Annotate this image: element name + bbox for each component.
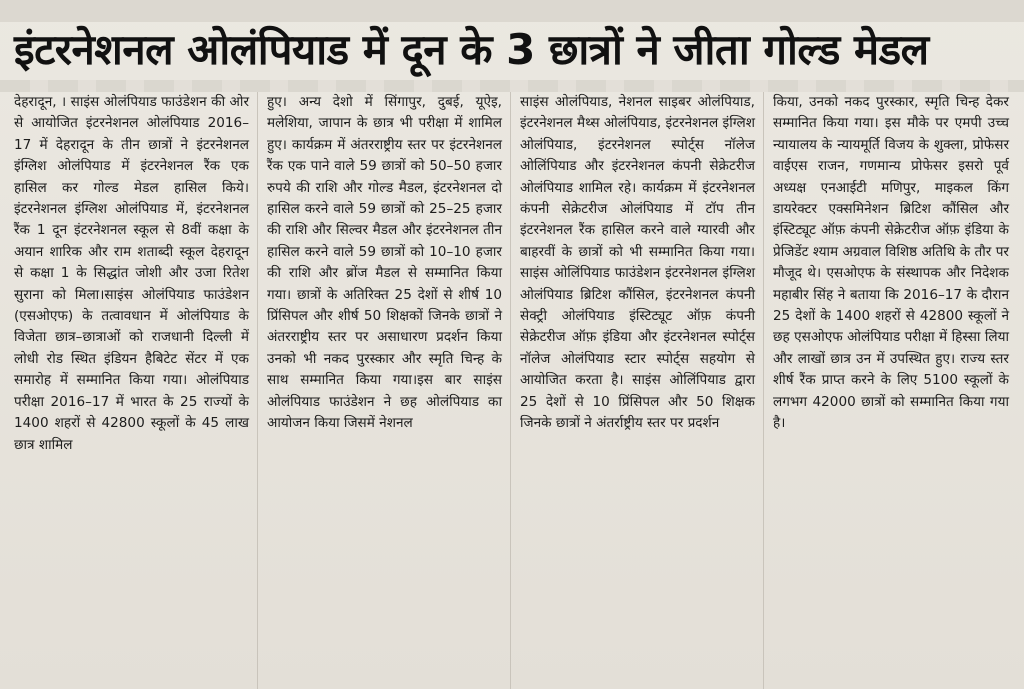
article-headline: इंटरनेशनल ओलंपियाड में दून के 3 छात्रों ने जीता गोल्ड मेडल: [14, 25, 929, 74]
article-column-2: हुए। अन्य देशो में सिंगापुर, दुबई, यूऐइ, मलेशिया, जापान के छात्र भी परीक्षा में शामिल हुए। कार्यक्रम में अंतरराष्ट्रीय स्तर पर इंटरनेशनल रैंक एक पाने वाले 59 छात्रों को 50–50 हजार रुपये की राशि और गोल्ड मैडल, इंटरनेशनल दो हासिल करने वाले 59 छात्रों को 25–25 हजार की राशि और सिल्वर मैडल और इंटरनेशनल तीन हासिल करने वाले 59 छात्रों को 10–10 हजार की राशि और ब्रोंज मैडल से सम्मानित किया गया। छात्रों के अतिरिक्त 25 देशों से शीर्ष 10 प्रिंसिपल और शीर्ष 50 शिक्षकों जिनके छात्रों ने अंतरराष्ट्रीय स्तर पर असाधारण प्रदर्शन किया उनको भी नकद पुरस्कार और स्मृति चिन्ह के साथ सम्मानित किया गया।इस बार साइंस ओलंपियाड फाउंडेशन ने छह ओलंपियाड का आयोजन किया जिसमें नेशनल: [259, 92, 511, 689]
article-column-1: देहरादून, । साइंस ओलंपियाड फाउंडेशन की ओर से आयोजित इंटरनेशनल ओलंपियाड 2016–17 में देहरादून के तीन छात्रों ने इंटरनेशनल इंग्लिश ओलंपियाड में इंटरनेशनल रैंक एक हासिल कर गोल्ड मेडल हासिल किये। इंटरनेशनल इंग्लिश ओलंपियाड में, इंटरनेशनल रैंक 1 दून इंटरनेशनल स्कूल से 8वीं कक्षा के अयान शारिक और राम शताब्दी स्कूल देहरादून से कक्षा 1 के सिद्धांत जोशी और उजा रितेश सुराना को मिला।साइंस ओलंपियाड फाउंडेशन (एसओएफ) के तत्वावधान में ओलंपियाड के विजेता छात्र–छात्राओं को राजधानी दिल्ली में लोधी रोड स्थित इंडियन हैबिटेट सेंटर में एक समारोह में सम्मानित किया गया। ओलंपियाड परीक्षा 2016–17 में भारत के 25 राज्यों के 1400 शहरों से 42800 स्कूलों के 45 लाख छात्र शामिल: [6, 92, 258, 689]
print-bleed: [0, 80, 1024, 92]
article-column-4: किया, उनको नकद पुरस्कार, स्मृति चिन्ह देकर सम्मानित किया गया। इस मौके पर एमपी उच्च न्यायालय के न्यायमूर्ति विजय के शुक्ला, प्रोफेसर वाईएस राजन, गणमान्य प्रोफेसर इसरो पूर्व अध्यक्ष एनआईटी मणिपुर, माइकल किंग डायरेक्टर एक्समिनेशन ब्रिटिश कौंसिल और इंस्टिट्यूट ऑफ़ कंपनी सेक्रेटरीज ऑफ़ इंडिया के प्रेजिडेंट श्याम अग्रवाल विशिष्ठ अतिथि के तौर पर मौजूद थे। एसओएफ के संस्थापक और निदेशक महाबीर सिंह ने बताया कि 2016–17 के दौरान 25 देशों के 1400 शहरों से 42800 स्कूलों ने छह एसओएफ ओलंपियाड परीक्षा में हिस्सा लिया और लाखों छात्र उन में उपस्थित हुए। राज्य स्तर शीर्ष रैंक प्राप्त करने के लिए 5100 स्कूलों के लगभग 42000 छात्रों को सम्मानित किया गया है।: [773, 94, 1009, 432]
article-body: [6, 92, 1018, 689]
article-column-3: साइंस ओलंपियाड, नेशनल साइबर ओलंपियाड, इंटरनेशनल मैथ्स ओलंपियाड, इंटरनेशनल इंग्लिश ओलंपियाड, इंटरनेशनल स्पोर्ट्स नॉलेज ओलिंपियाड और इंटरनेशनल कंपनी सेक्रेटरीज ओलंपियाड शामिल रहे। कार्यक्रम में इंटरनेशनल कंपनी सेक्रेटरीज ओलंपियाड में टॉप तीन इंटरनेशनल रैंक हासिल करने वाले ग्यारवी और बाहरवीं के छात्रों को भी सम्मानित किया गया। साइंस ओलिंपियाड फाउंडेशन इंटरनेशनल इंग्लिश ओलंपियाड ब्रिटिश कौंसिल, इंटरनेशनल कंपनी सेक्ट्री ओलंपियाड इंस्टिट्यूट ऑफ़ कंपनी सेक्रेटरीज ऑफ़ इंडिया और इंटरनेशनल स्पोर्ट्स नॉलेज ओलंपियाड स्टार स्पोर्ट्स सहयोग से आयोजित करता है। साइंस ओलिंपियाड द्वारा 25 देशों से 10 प्रिंसिपल और 50 शिक्षक जिनके छात्रों ने अंतर्राष्ट्रीय स्तर पर प्रदर्शन: [512, 92, 764, 689]
